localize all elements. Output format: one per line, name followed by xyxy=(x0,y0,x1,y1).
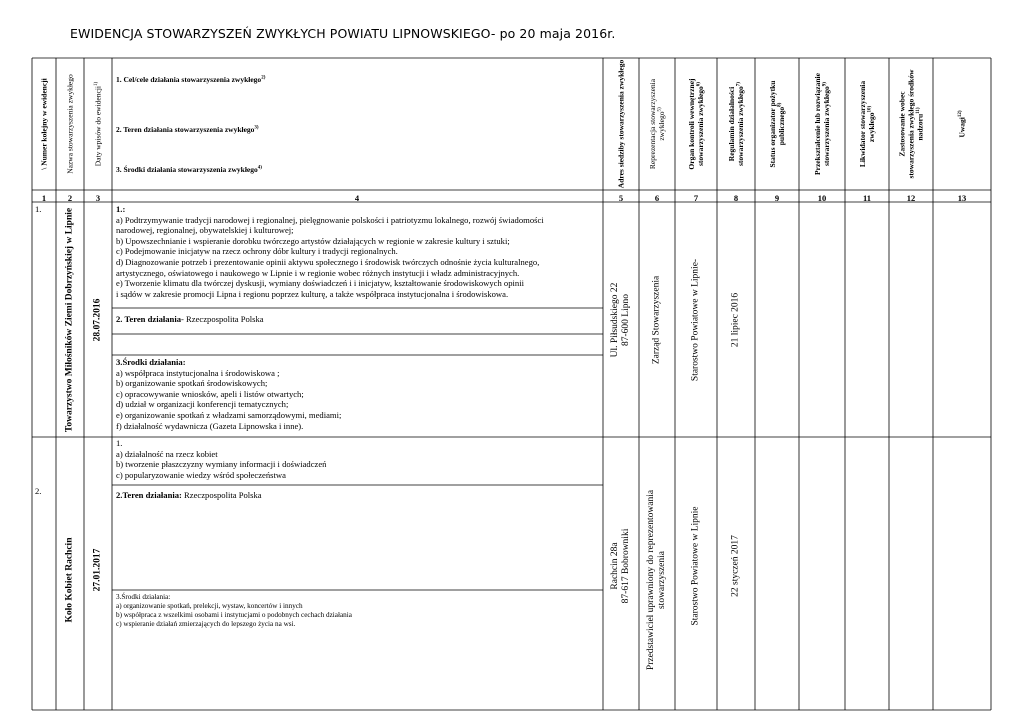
goal-item: c) Podejmowanie inicjatyw na rzecz ochrony dóbr kultury i tradycji regionalnych. xyxy=(116,246,398,257)
header-representation: Reprezentacja stowarzyszenia zwykłego$^{5)}$ xyxy=(648,78,666,170)
row2-area: 2.Teren działania: Rzeczpospolita Polska xyxy=(116,490,262,500)
header-regulations: Regulamin działalności stowarzyszenia zwykłego$^{7)}$ xyxy=(727,82,745,166)
col-number: 9 xyxy=(774,193,780,203)
col-number: 13 xyxy=(957,193,967,203)
row1-date: 28.07.2016 xyxy=(92,298,103,342)
means-item: b) współpraca z wszelkimi osobami i instytucjami o podobnych cechach działania xyxy=(116,611,352,619)
means-item: e) organizowanie spotkań z władzami samorządowymi, mediami; xyxy=(116,409,342,420)
row2-control: Starostwo Powiatowe w Lipnie xyxy=(690,506,701,626)
page-title: EWIDENCJA STOWARZYSZEŃ ZWYKŁYCH POWIATU LIPNOWSKIEGO- po 20 maja 2016r. xyxy=(70,26,616,41)
row1-means: 3.Środki działania: a) współpraca instytucjonalna i środowiskowa ; b) organizowanie spotkań środowiskowych; c) opracowywanie wniosków, apeli i listów otwartych; d) udział w organizacji konferencji tematycznych; e) organizowanie spotkań z władzami samorządowymi, mediami; f) działalność wydawnicza (Gazeta Lipnowska i inne). xyxy=(116,357,342,431)
col-number: 12 xyxy=(906,193,916,203)
row2-lp: 2. xyxy=(35,486,42,496)
goal-item: a) działalność na rzecz kobiet xyxy=(116,448,218,459)
header-supervision: Zastosowanie wobec stowarzyszenia zwykłego środków nadzoru$^{11)}$ xyxy=(897,69,925,179)
header-name: Nazwa stowarzyszenia zwykłego xyxy=(65,74,75,174)
col-number: 8 xyxy=(733,193,739,203)
header-transformation: Przekształcenie lub rozwiązanie stowarzyszenia zwykłego$^{9)}$ xyxy=(813,73,831,175)
header-status: Status organizator pożytku publicznego$^{8)}$ xyxy=(768,80,786,168)
means-item: a) organizowanie spotkań, prelekcji, wystaw, koncertów i innych xyxy=(116,602,303,610)
goal-item: e) Tworzenie klimatu dla twórczej dyskusji, wymiany doświadczeń i i inicjatyw, kształtowanie środowiskowych opinii xyxy=(116,278,524,289)
row2-goals: 1. a) działalność na rzecz kobiet b) tworzenie płaszczyzny wymiany informacji i doświadczeń c) popularyzowanie wiedzy wśród społeczeństwa xyxy=(116,438,327,480)
row1-regulations: 21 lipiec 2016 xyxy=(730,292,741,348)
row1-goals: 1.: a) Podtrzymywanie tradycji narodowej i regionalnej, pielęgnowanie polskości i patriotyzmu lokalnego, rozwój świadomości narodowej, regionalnej, obywatelskiej i kulturowej; b) Upowszechnianie i wspieranie dorobku twórczego artystów działających w regionie w zakresie kultury i sztuki; c) Podejmowanie inicjatyw na rzecz ochrony dóbr kultury i tradycji regionalnych. d) Diagnozowanie potrzeb i prezentowanie opinii aktywu społecznego i środowisk twórczych odnośnie życia kulturalnego, artystycznego, oświatowego i naukowego w Lipnie i w regionie wobec różnych instytucji i władz administracyjnych. e) Tworzenie klimatu dla twórczej dyskusji, wymiany doświadczeń i i inicjatyw, kształtowanie środowiskowych opinii i sądów w zakresie promocji Lipna i regionu poprzez kulturę, a także współpraca instytucjonalna i środowiskowa. xyxy=(116,204,601,299)
col-number: 1 xyxy=(41,193,47,203)
means-item: f) działalność wydawnicza (Gazeta Lipnowska i inne). xyxy=(116,420,304,431)
col-number: 4 xyxy=(354,193,360,203)
header-means: 3. Środki działania stowarzyszenia zwykłego$^{4)}$ xyxy=(116,165,262,174)
col-number: 2 xyxy=(67,193,73,203)
goal-item: i sądów w zakresie promocji Lipna i regionu poprzez kulturę, a także współpraca instytucjonalna i środowiskowa. xyxy=(116,288,509,299)
row1-control: Starostwo Powiatowe w Lipnie- xyxy=(690,258,701,382)
goal-item: c) popularyzowanie wiedzy wśród społeczeństwa xyxy=(116,469,286,480)
col-number: 7 xyxy=(693,193,699,203)
header-address: Adres siedziby stowarzyszenia zwykłego xyxy=(616,59,626,189)
means-item: c) wspieranie działań zmierzających do lepszego życia na wsi. xyxy=(116,620,296,628)
means-item: c) opracowywanie wniosków, apeli i listów otwartych; xyxy=(116,388,304,399)
goal-item: b) tworzenie płaszczyzny wymiany informacji i doświadczeń xyxy=(116,459,327,470)
col-number: 3 xyxy=(95,193,101,203)
row2-representation: Przedstawiciel uprawniony do reprezentowania stowarzyszenia xyxy=(646,489,667,671)
means-item: d) udział w organizacji konferencji tematycznych; xyxy=(116,399,289,410)
goal-item: d) Diagnozowanie potrzeb i prezentowanie opinii aktywu społecznego i środowisk twórczych odnośnie życia kulturalnego, xyxy=(116,256,540,267)
goal-item: b) Upowszechnianie i wspieranie dorobku twórczego artystów działających w regionie w zakresie kultury i sztuki; xyxy=(116,235,510,246)
header-liquidator: Likwidator stowarzyszenia zwykłego$^{10)}$ xyxy=(858,80,876,168)
col-number: 10 xyxy=(817,193,827,203)
header-area: 2. Teren działania stowarzyszenia zwykłego$^{3)}$ xyxy=(116,125,259,134)
row2-means: 3.Środki działania: a) organizowanie spotkań, prelekcji, wystaw, koncertów i innych b) współpraca z wszelkimi osobami i instytucjami o podobnych cechach działania c) wspieranie działań zmierzających do lepszego życia na wsi. xyxy=(116,593,352,628)
header-remarks: Uwagi$^{12)}$ xyxy=(957,110,967,138)
goal-item: artystycznego, oświatowego i naukowego w Lipnie i w regionie wobec różnych instytucji i władz administracyjnych. xyxy=(116,267,520,278)
row2-address: Rachcin 28a 87-617 Bobrowniki xyxy=(610,528,631,604)
row1-representation: Zarząd Stowarzyszenia xyxy=(651,275,662,365)
row2-regulations: 22 styczeń 2017 xyxy=(730,535,741,597)
means-item: b) organizowanie spotkań środowiskowych; xyxy=(116,378,268,389)
header-goals: 1. Cel/cele działania stowarzyszenia zwykłego$^{2)}$ xyxy=(116,75,266,84)
row1-area: 2. Teren działania- Rzeczpospolita Polska xyxy=(116,314,264,324)
header-dates: Daty wpisów do ewidencji$^{1)}$ xyxy=(93,81,103,167)
row1-lp: 1. xyxy=(35,204,42,214)
row2-name: Koło Kobiet Rachcin xyxy=(64,537,75,623)
goal-item: narodowej, regionalnej, obywatelskiej i kulturowej; xyxy=(116,225,294,236)
header-control: Organ kontroli wewnętrznej stowarzyszenia zwykłego$^{6)}$ xyxy=(687,78,705,170)
goal-item: a) Podtrzymywanie tradycji narodowej i regionalnej, pielęgnowanie polskości i patriotyzmu lokalnego, rozwój świadomości xyxy=(116,214,544,225)
col-number: 11 xyxy=(862,193,872,203)
row1-address: Ul. Piłsudskiego 22 87-600 Lipno xyxy=(610,282,631,358)
col-number: 6 xyxy=(654,193,660,203)
row2-date: 27.01.2017 xyxy=(92,548,103,592)
row1-name: Towarzystwo Miłośników Ziemi Dobrzyńskiej w Lipnie xyxy=(64,207,75,433)
header-lp: \ Numer kolejny w ewidencji xyxy=(39,78,49,170)
means-item: a) współpraca instytucjonalna i środowiskowa ; xyxy=(116,367,280,378)
col-number: 5 xyxy=(618,193,624,203)
